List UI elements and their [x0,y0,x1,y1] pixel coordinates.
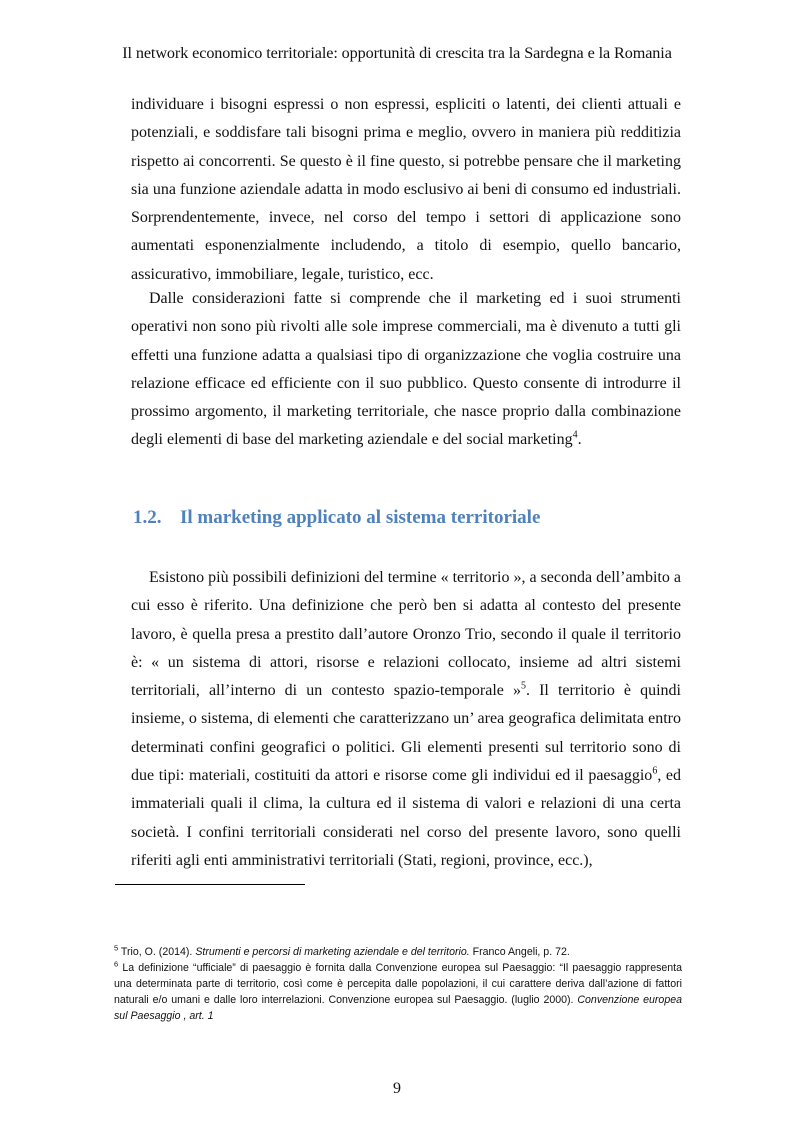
section-title: Il marketing applicato al sistema territoriale [180,507,541,528]
footnote-5 [114,944,682,960]
footnote-text: Franco Angeli, p. 72. [469,946,570,958]
section-heading [133,507,540,529]
paragraph-continuation: individuare i bisogni espressi o non espressi, espliciti o latenti, dei clienti attuali e potenziali, e soddisfare tali bisogni prima e meglio, ovvero in maniera più redditizia rispetto ai concorrenti. Se questo è il fine questo, si potrebbe pensare che il marketing sia una funzione aziendale adatta in modo esclusivo ai beni di consumo ed industriali. Sorprendentemente, invece, nel corso del tempo i settori di applicazione sono aumentati esponenzialmente includendo, a titolo di esempio, quello bancario, assicurativo, immobiliare, legale, turistico, ecc. [131,96,681,283]
footnote-6 [114,960,682,1024]
paragraph-territory-definition [131,564,681,875]
footnote-number: 6 [114,959,119,969]
footnote-number: 5 [114,943,119,953]
footnotes [114,944,682,1024]
footnote-ref-6[interactable]: 6 [652,765,658,777]
footnote-source-title: Convenzione europea sul Paesaggio , art. 1 [114,994,682,1023]
footnote-ref-4[interactable]: 4 [572,430,578,442]
paragraph-text: Esistono più possibili definizioni del termine « territorio », a seconda dell’ambito a cui esso è riferito. Una definizione che però ben si adatta al contesto del presente lavoro, è quella presa a prestito dall’autore Oronzo Trio, secondo il quale il territorio è: « un sistema di attori, risorse e relazioni collocato, insieme ad altri sistemi territoriali, all’interno di un contesto spazio-temporale » [131,569,681,700]
page-number: 9 [393,1080,401,1097]
paragraph-text: . Il territorio è quindi insieme, o sistema, di elementi che caratterizzano un’ area geografica delimitata entro determinati confini geografici o politici. Gli elementi presenti sul territorio sono di due tipi: materiali, costituiti da attori e risorse come gli individui ed il paesaggio [131,682,682,785]
footnote-separator [115,884,305,885]
footnote-text: La definizione “ufficiale” di paesaggio è fornita dalla Convenzione europea sul Paesaggio: “Il paesaggio rappresenta una determinata parte di territorio, così come è percepita dalle popolazioni, il cui carattere deriva dall’azione di fattori naturali e/o umani e dalle loro interrelazioni. Convenzione europea sul Paesaggio. (luglio 2000). [114,962,682,1007]
paragraph-text: , ed immateriali quali il clima, la cultura ed il sistema di valori e relazioni di una certa società. I confini territoriali considerati nel corso del presente lavoro, sono quelli riferiti agli enti amministrativi territoriali (Stati, regioni, province, ecc.), [131,767,682,869]
footnote-text: Trio, O. (2014). [118,946,196,958]
footnote-ref-5[interactable]: 5 [521,680,526,692]
footnote-book-title: Strumenti e percorsi di marketing aziendale e del territorio. [195,946,470,958]
paragraph-end: . [577,431,582,449]
paragraph-marketing-tools [131,285,681,455]
section-number: 1.2. [133,507,162,528]
paragraph-text: Dalle considerazioni fatte si comprende che il marketing ed i suoi strumenti operativi non sono più rivolti alle sole imprese commerciali, ma è divenuto a tutti gli effetti una funzione adatta a qualsiasi tipo di organizzazione che voglia costruire una relazione efficace ed efficiente con il suo pubblico. Questo consente di introdurre il prossimo argomento, il marketing territoriale, che nasce proprio dalla combinazione degli elementi di base del marketing aziendale e del social marketing [131,290,681,449]
running-header: Il network economico territoriale: opportunità di crescita tra la Sardegna e la Romania [122,44,672,62]
